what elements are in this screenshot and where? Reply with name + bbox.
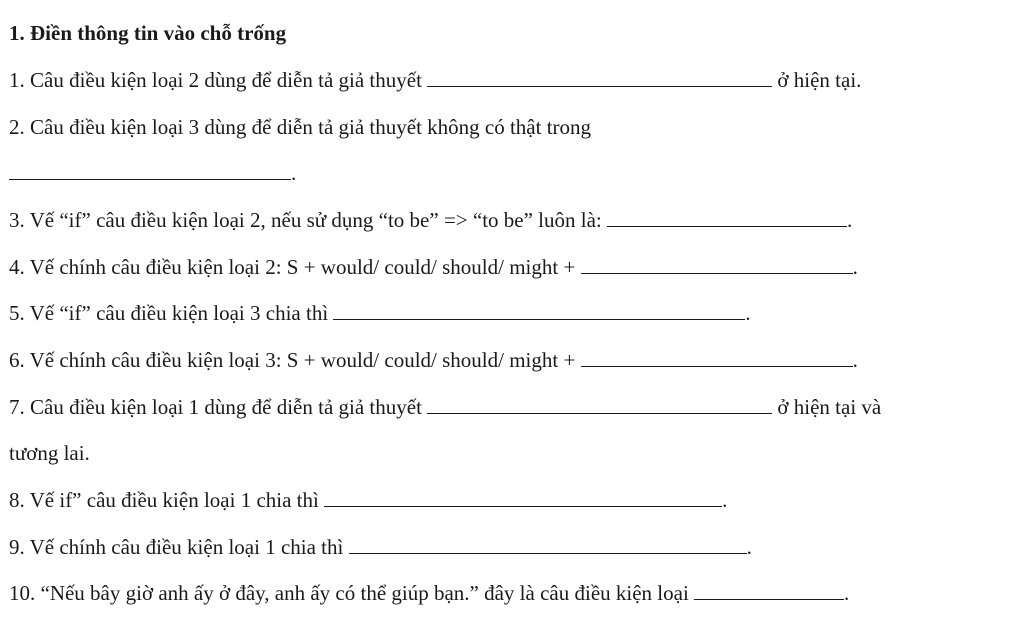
section-title: 1. Điền thông tin vào chỗ trống: [9, 21, 287, 45]
question-3-tail: .: [847, 208, 853, 232]
question-10: [9, 580, 849, 606]
question-9-tail: .: [746, 535, 752, 559]
question-2: [9, 114, 591, 140]
question-4-tail: .: [852, 255, 858, 279]
question-1-tail: ở hiện tại.: [772, 68, 862, 92]
question-5-blank[interactable]: [333, 301, 745, 320]
question-7-continuation: [9, 440, 90, 466]
question-9-blank[interactable]: [349, 535, 747, 554]
question-5: [9, 300, 751, 326]
question-7-tail: ở hiện tại và: [772, 395, 882, 419]
question-9-text: 9. Vế chính câu điều kiện loại 1 chia thì: [9, 535, 349, 559]
question-8-blank[interactable]: [324, 488, 722, 507]
question-7-continuation-text: tương lai.: [9, 441, 90, 465]
question-5-tail: .: [745, 301, 751, 325]
question-7: [9, 394, 881, 420]
question-7-text: 7. Câu điều kiện loại 1 dùng để diễn tả giả thuyết: [9, 395, 428, 419]
question-3-text: 3. Vế “if” câu điều kiện loại 2, nếu sử dụng “to be” => “to be” luôn là:: [9, 208, 607, 232]
question-4-text: 4. Vế chính câu điều kiện loại 2: S + would/ could/ should/ might +: [9, 255, 581, 279]
question-3: [9, 207, 852, 233]
question-10-blank[interactable]: [694, 581, 844, 600]
question-6-blank[interactable]: [581, 348, 853, 367]
question-3-blank[interactable]: [607, 208, 847, 227]
question-1-text: 1. Câu điều kiện loại 2 dùng để diễn tả giả thuyết: [9, 68, 428, 92]
question-1: [9, 67, 861, 93]
question-8-tail: .: [722, 488, 728, 512]
question-6-tail: .: [852, 348, 858, 372]
question-5-text: 5. Vế “if” câu điều kiện loại 3 chia thì: [9, 301, 334, 325]
question-4-blank[interactable]: [581, 255, 853, 274]
question-6-text: 6. Vế chính câu điều kiện loại 3: S + would/ could/ should/ might +: [9, 348, 581, 372]
question-4: [9, 254, 858, 280]
question-8: [9, 487, 727, 513]
question-2-tail: .: [291, 161, 297, 185]
question-7-blank[interactable]: [427, 395, 772, 414]
question-8-text: 8. Vế if” câu điều kiện loại 1 chia thì: [9, 488, 325, 512]
question-10-text: 10. “Nếu bây giờ anh ấy ở đây, anh ấy có thể giúp bạn.” đây là câu điều kiện loại: [9, 581, 695, 605]
question-2-blank[interactable]: [9, 161, 291, 180]
question-10-tail: .: [844, 581, 850, 605]
question-6: [9, 347, 858, 373]
question-1-blank[interactable]: [427, 68, 772, 87]
question-9: [9, 534, 752, 560]
question-2-continuation: [9, 160, 296, 186]
question-2-text: 2. Câu điều kiện loại 3 dùng để diễn tả giả thuyết không có thật trong: [9, 115, 592, 139]
